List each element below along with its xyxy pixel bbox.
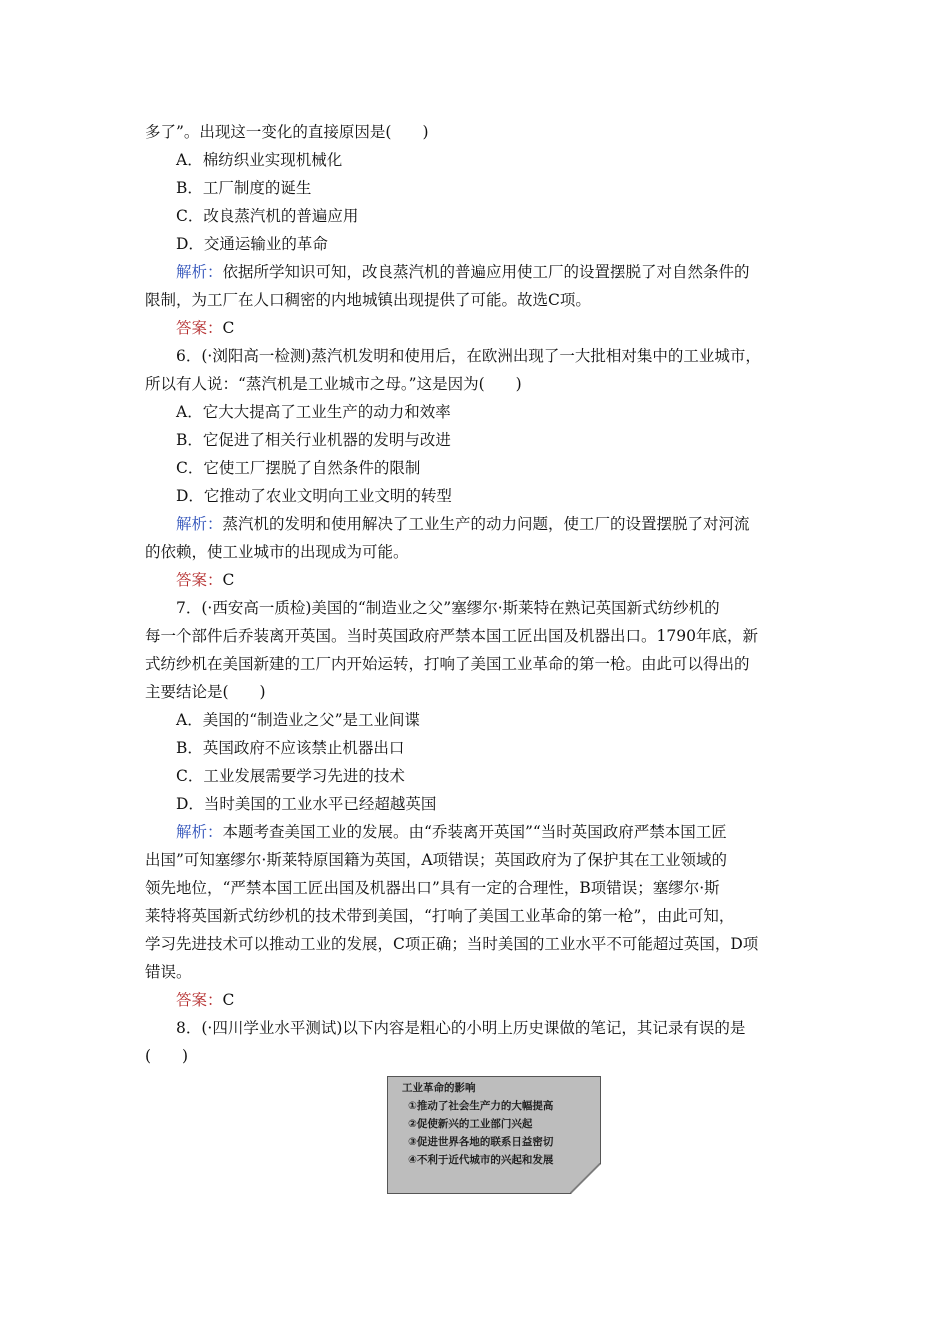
text-line: 莱特将英国新式纺纱机的技术带到美国，“打响了美国工业革命的第一枪”，由此可知，: [145, 907, 735, 925]
text-line: 学习先进技术可以推动工业的发展，C项正确；当时美国的工业水平不可能超过英国，D项: [145, 935, 759, 953]
option-b: B．工厂制度的诞生: [176, 179, 312, 197]
notes-item: ③促进世界各地的联系日益密切: [408, 1136, 554, 1148]
notes-item: ①推动了社会生产力的大幅提高: [408, 1100, 554, 1112]
answer-value: C: [222, 319, 235, 337]
answer-label: 答案：: [176, 991, 223, 1009]
answer-value: C: [222, 991, 235, 1009]
text-line: 每一个部件后乔装离开英国。当时英国政府严禁本国工匠出国及机器出口。1790年底，新: [145, 627, 758, 645]
page-curl-cut: [571, 1164, 601, 1194]
text-line: 错误。: [145, 963, 192, 981]
question-8: 8．(·四川学业水平测试)以下内容是粗心的小明上历史课做的笔记，其记录有误的是: [176, 1019, 746, 1037]
option-c: C．工业发展需要学习先进的技术: [176, 767, 405, 785]
text-line: 主要结论是( ): [145, 683, 266, 701]
option-a: A．它大大提高了工业生产的动力和效率: [176, 403, 451, 421]
text-line: 式纺纱机在美国新建的工厂内开始运转，打响了美国工业革命的第一枪。由此可以得出的: [145, 655, 750, 673]
text-line: 所以有人说：“蒸汽机是工业城市之母。”这是因为( ): [145, 375, 522, 393]
text-line: 领先地位，“严禁本国工匠出国及机器出口”具有一定的合理性，B项错误；塞缪尔·斯: [145, 879, 720, 897]
answer-label: 答案：: [176, 319, 223, 337]
option-a: A．美国的“制造业之父”是工业间谍: [176, 711, 421, 729]
analysis-line: [176, 262, 750, 282]
analysis-line: [176, 514, 750, 534]
option-d: D．交通运输业的革命: [176, 235, 328, 253]
notes-item: ④不利于近代城市的兴起和发展: [408, 1154, 554, 1166]
option-c: C．改良蒸汽机的普遍应用: [176, 207, 359, 225]
answer-line: [176, 990, 234, 1010]
option-d: D．它推动了农业文明向工业文明的转型: [176, 487, 452, 505]
answer-line: [176, 570, 234, 590]
option-a: A．棉纺织业实现机械化: [176, 151, 343, 169]
notes-card: [387, 1076, 601, 1194]
analysis-label: 解析：: [176, 515, 223, 533]
option-b: B．它促进了相关行业机器的发明与改进: [176, 431, 451, 449]
question-7: 7．(·西安高一质检)美国的“制造业之父”塞缪尔·斯莱特在熟记英国新式纺纱机的: [176, 599, 720, 617]
text-line: 的依赖，使工业城市的出现成为可能。: [145, 543, 409, 561]
question-6: 6．(·浏阳高一检测)蒸汽机发明和使用后，在欧洲出现了一大批相对集中的工业城市，: [176, 347, 761, 365]
answer-line: [176, 318, 234, 338]
option-b: B．英国政府不应该禁止机器出口: [176, 739, 405, 757]
text-line: 多了”。出现这一变化的直接原因是( ): [145, 123, 429, 141]
answer-label: 答案：: [176, 571, 223, 589]
text-line: 限制，为工厂在人口稠密的内地城镇出现提供了可能。故选C项。: [145, 291, 591, 309]
option-c: C．它使工厂摆脱了自然条件的限制: [176, 459, 421, 477]
notes-item: ②促使新兴的工业部门兴起: [408, 1118, 533, 1130]
option-d: D．当时美国的工业水平已经超越英国: [176, 795, 437, 813]
analysis-line: [176, 822, 727, 842]
analysis-text: 蒸汽机的发明和使用解决了工业生产的动力问题，使工厂的设置摆脱了对河流: [222, 515, 750, 533]
analysis-text: 本题考查美国工业的发展。由“乔装离开英国”“当时英国政府严禁本国工匠: [222, 823, 727, 841]
notes-title: 工业革命的影响: [402, 1082, 476, 1094]
answer-value: C: [222, 571, 235, 589]
analysis-label: 解析：: [176, 263, 223, 281]
text-line: 出国”可知塞缪尔·斯莱特原国籍为英国，A项错误；英国政府为了保护其在工业领域的: [145, 851, 728, 869]
analysis-text: 依据所学知识可知，改良蒸汽机的普遍应用使工厂的设置摆脱了对自然条件的: [222, 263, 750, 281]
analysis-label: 解析：: [176, 823, 223, 841]
text-line: ( ): [145, 1047, 189, 1065]
